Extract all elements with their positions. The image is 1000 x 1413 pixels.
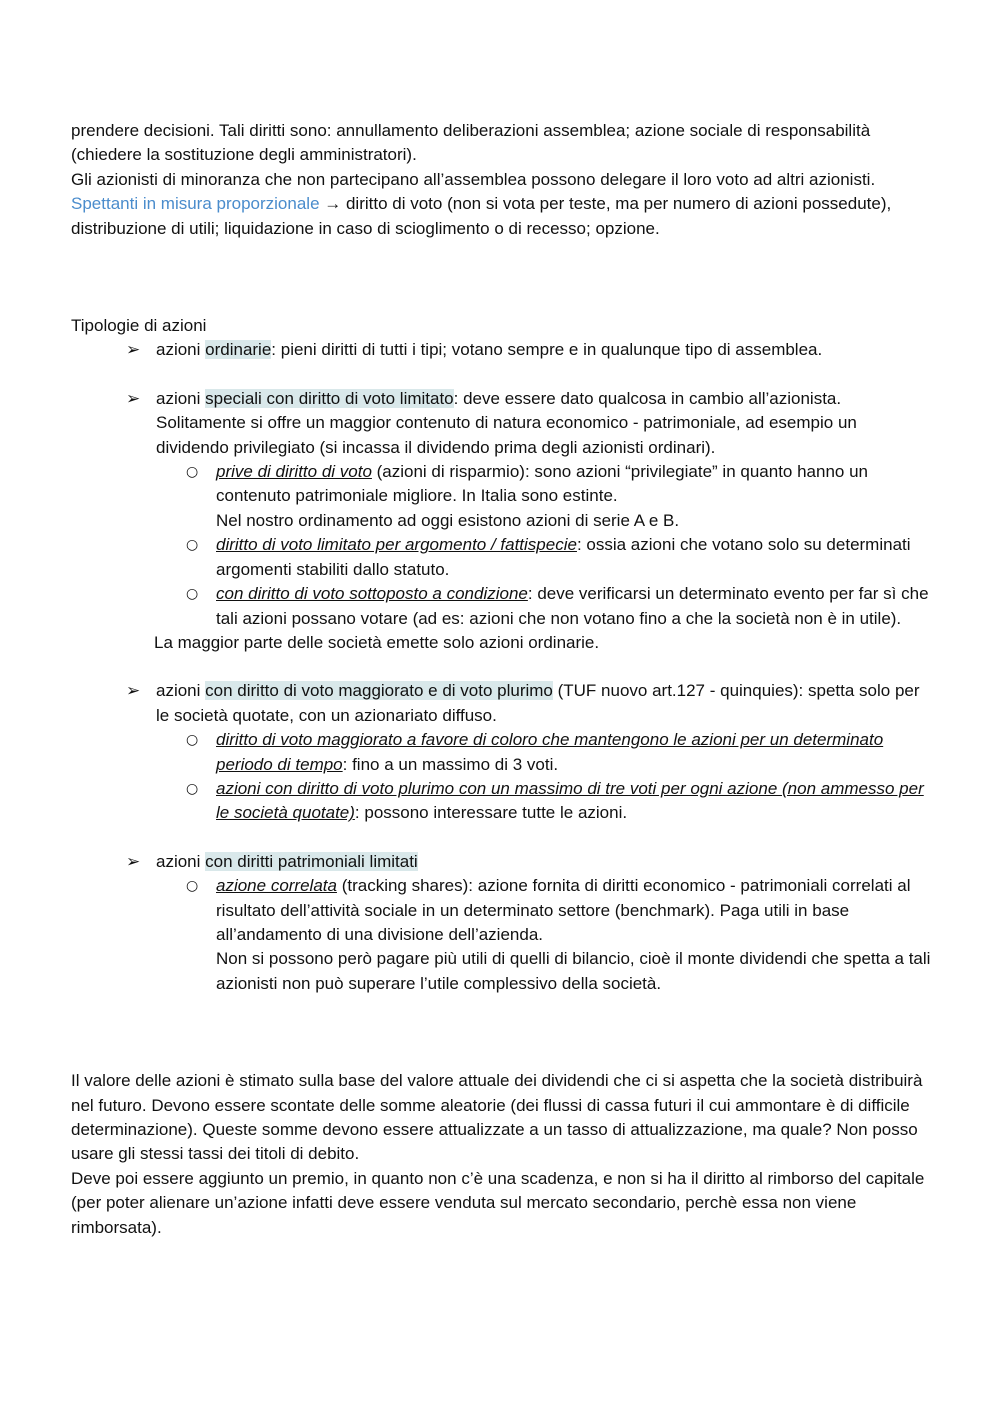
item-highlight: con diritti patrimoniali limitati bbox=[205, 851, 418, 871]
circle-bullet-icon: ○ bbox=[186, 586, 199, 603]
arrow-bullet-icon: ➢ bbox=[126, 681, 141, 702]
sub-list-item bbox=[71, 728, 931, 777]
sub-item-term: diritto di voto maggiorato a favore di coloro che mantengono le azioni per un determinato periodo di tempo bbox=[216, 730, 884, 774]
item-highlight: ordinarie bbox=[205, 340, 272, 360]
intro-paragraph-2: Gli azionisti di minoranza che non partecipano all’assemblea possono delegare il loro voto ad altri azionisti. bbox=[71, 169, 876, 189]
arrow-bullet-icon: ➢ bbox=[126, 851, 141, 872]
sub-list-item bbox=[71, 582, 931, 631]
sub-list-item bbox=[71, 533, 931, 582]
sub-item-term: azione correlata bbox=[216, 876, 337, 896]
highlighted-term: Spettanti in misura proporzionale bbox=[71, 194, 320, 214]
list-item bbox=[71, 679, 931, 728]
sub-item-text: (tracking shares): azione fornita di diritti economico - patrimoniali correlati al risultato dell’attività sociale in un determinato settore (benchmark). Paga utili in base all’andamento di una divisione dell’azienda. bbox=[216, 876, 911, 944]
sub-item-text: : fino a un massimo di 3 voti. bbox=[342, 754, 559, 774]
document-page bbox=[71, 119, 931, 1240]
sub-item-term: azioni con diritto di voto plurimo con un massimo di tre voti per ogni azione (non ammesso per le società quotate) bbox=[216, 778, 924, 823]
valore-paragraph-1: Il valore delle azioni è stimato sulla base del valore attuale dei dividendi che ci si aspetta che la società distribuirà nel futuro. Devono essere scontate delle somme aleatorie (dei flussi di cassa futuri il cui ammontare è di difficile determinazione). Queste somme devono essere attualizzate a un tasso di attualizzazione, ma quale? Non posso usare gli stessi tassi dei titoli di debito. bbox=[71, 1071, 923, 1164]
item-highlight: con diritto di voto maggiorato e di voto plurimo bbox=[205, 681, 553, 701]
item-prefix: azioni bbox=[156, 340, 206, 360]
sub-item-text: : ossia azioni che votano solo su determinati argomenti stabiliti dallo statuto. bbox=[216, 535, 911, 579]
arrow-bullet-icon: ➢ bbox=[126, 340, 141, 361]
item-highlight: speciali con diritto di voto limitato bbox=[205, 388, 454, 408]
intro-paragraph-3 bbox=[71, 192, 931, 241]
item-prefix: azioni bbox=[156, 681, 206, 701]
intro-paragraph-1: prendere decisioni. Tali diritti sono: annullamento deliberazioni assemblea; azione sociale di responsabilità (chiedere la sostituzione degli amministratori). bbox=[71, 121, 871, 165]
sub-item-text: : deve verificarsi un determinato evento per far sì che tali azioni possano votare (ad es: azioni che non votano fino a che la società non è in utile). bbox=[216, 584, 929, 628]
sub-list-item bbox=[71, 777, 931, 826]
item-prefix: azioni bbox=[156, 851, 206, 871]
list-item bbox=[71, 850, 931, 874]
item-text: : pieni diritti di tutti i tipi; votano sempre e in qualunque tipo di assemblea. bbox=[271, 340, 823, 360]
item-prefix: azioni bbox=[156, 388, 206, 408]
sub-item-term: diritto di voto limitato per argomento / fattispecie bbox=[216, 535, 577, 555]
intro-paragraph-3-text: → diritto di voto (non si vota per teste, ma per numero di azioni possedute), distribuzione di utili; liquidazione in caso di scioglimento o di recesso; opzione. bbox=[71, 194, 892, 238]
circle-bullet-icon: ○ bbox=[186, 878, 199, 895]
sub-list-item bbox=[71, 874, 931, 996]
circle-bullet-icon: ○ bbox=[186, 464, 199, 481]
sub-list-item bbox=[71, 460, 931, 533]
circle-bullet-icon: ○ bbox=[186, 732, 199, 749]
list-note: La maggior parte delle società emette solo azioni ordinarie. bbox=[154, 632, 600, 652]
sub-item-text: : possono interessare tutte le azioni. bbox=[354, 803, 628, 823]
sub-item-term: con diritto di voto sottoposto a condizione bbox=[216, 584, 528, 604]
list-item bbox=[71, 387, 931, 460]
circle-bullet-icon: ○ bbox=[186, 780, 199, 797]
item-text: (TUF nuovo art.127 - quinquies): spetta solo per le società quotate, con un azionariato diffuso. bbox=[156, 681, 920, 725]
sub-item-term: prive di diritto di voto bbox=[216, 462, 372, 482]
section-heading: Tipologie di azioni bbox=[71, 316, 207, 336]
item-text: : deve essere dato qualcosa in cambio all’azionista. Solitamente si offre un maggior contenuto di natura economico - patrimoniale, ad esempio un dividendo privilegiato (si incassa il dividendo prima degli azionisti ordinari). bbox=[156, 388, 857, 457]
sub-item-note: Nel nostro ordinamento ad oggi esistono azioni di serie A e B. bbox=[216, 510, 680, 530]
valore-paragraph-2: Deve poi essere aggiunto un premio, in quanto non c’è una scadenza, e non si ha il diritto al rimborso del capitale (per poter alienare un’azione infatti deve essere venduta sul mercato secondario, perchè essa non viene rimborsata). bbox=[71, 1168, 925, 1237]
circle-bullet-icon: ○ bbox=[186, 537, 199, 554]
sub-item-text: (azioni di risparmio): sono azioni “privilegiate” in quanto hanno un contenuto patrimoniale migliore. In Italia sono estinte. bbox=[216, 462, 869, 506]
sub-item-note: Non si possono però pagare più utili di quelli di bilancio, cioè il monte dividendi che spetta a tali azionisti non può superare l’utile complessivo della società. bbox=[216, 949, 931, 993]
arrow-bullet-icon: ➢ bbox=[126, 388, 141, 409]
list-item bbox=[71, 338, 931, 362]
